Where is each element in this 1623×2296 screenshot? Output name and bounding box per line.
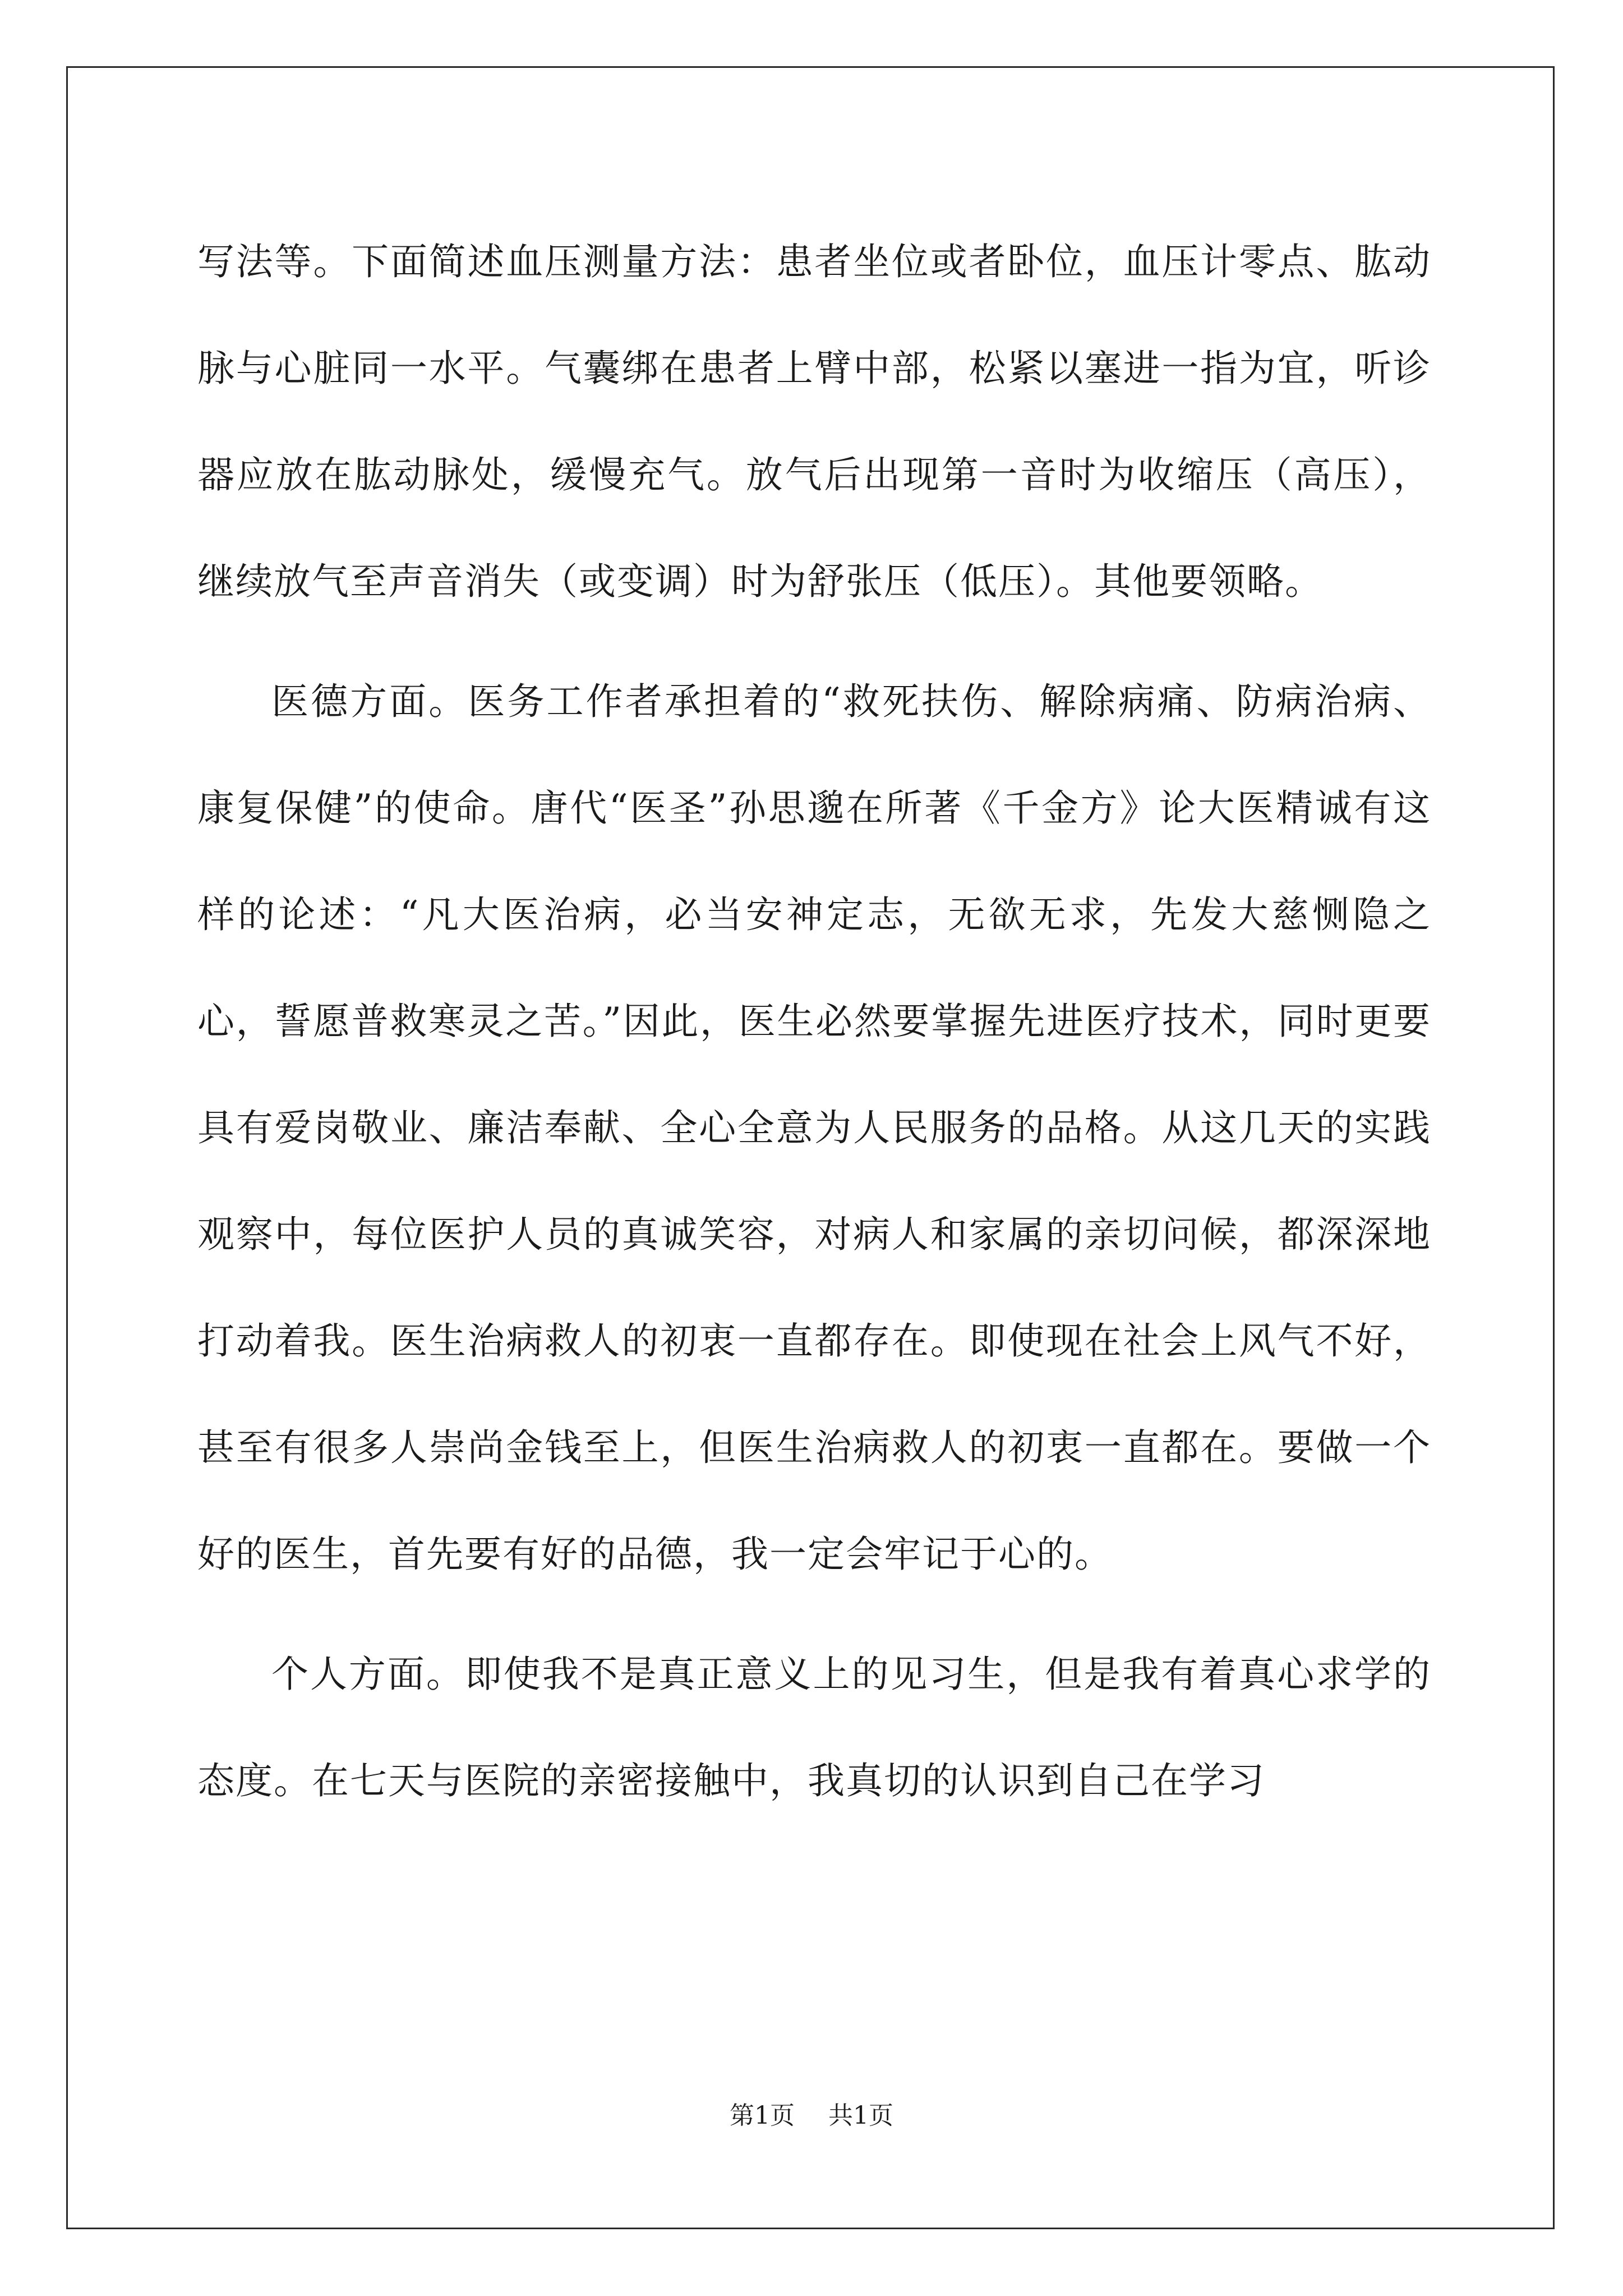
page-total: 共1页 — [828, 2101, 893, 2130]
page-number: 第1页 — [730, 2101, 795, 2130]
paragraph-blood-pressure: 写法等。下面简述血压测量方法：患者坐位或者卧位，血压计零点、肱动脉与心脏同一水平。气囊绑在患者上臂中部，松紧以塞进一指为宜，听诊器应放在肱动脉处，缓慢充气。放气后出现第一音时为收缩压（高压），继续放气至声音消失（或变调）时为舒张压（低压）。其他要领略。 — [197, 240, 1431, 603]
page-footer — [0, 2099, 1623, 2133]
paragraph-medical-ethics: 医德方面。医务工作者承担着的“救死扶伤、解除病痛、防病治病、康复保健”的使命。唐代“医圣”孙思邈在所著《千金方》论大医精诚有这样的论述：“凡大医治病，必当安神定志，无欲无求，先发大慈恻隐之心，誓愿普救寒灵之苦。”因此，医生必然要掌握先进医疗技术，同时更要具有爱岗敬业、廉洁奉献、全心全意为人民服务的品格。从这几天的实践观察中，每位医护人员的真诚笑容，对病人和家属的亲切问候，都深深地打动着我。医生治病救人的初衷一直都存在。即使现在社会上风气不好，甚至有很多人崇尚金钱至上，但医生治病救人的初衷一直都在。要做一个好的医生，首先要有好的品德，我一定会牢记于心的。 — [197, 680, 1431, 1576]
document-body — [197, 209, 1431, 1848]
paragraph-personal: 个人方面。即使我不是真正意义上的见习生，但是我有着真心求学的态度。在七天与医院的亲密接触中，我真切的认识到自己在学习 — [197, 1653, 1431, 1802]
